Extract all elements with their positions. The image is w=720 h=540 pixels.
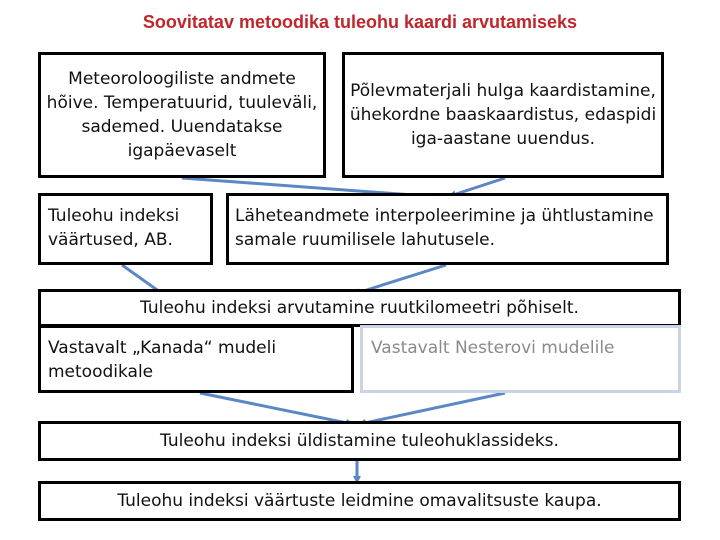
box-fuel-mapping-text: Põlevmaterjali hulga kaardistamine, ühekordne baaskaardistus, edaspidi iga-aastane uuendus. (349, 81, 657, 149)
box-index-calculation-text: Tuleohu indeksi arvutamine ruutkilomeetri põhiselt. (140, 298, 579, 318)
box-municipality-values (38, 481, 681, 521)
arrow-nesterov-to-generalization (360, 393, 505, 424)
box-index-generalization-text: Tuleohu indeksi üldistamine tuleohuklassideks. (160, 431, 559, 451)
box-interpolation (226, 193, 669, 265)
box-index-values (38, 193, 213, 265)
box-nesterov-model (360, 325, 681, 393)
arrow-canada-to-generalization (200, 393, 352, 424)
box-meteorological-data (38, 52, 326, 178)
box-interpolation-text: Läheteandmete interpoleerimine ja ühtlustamine samale ruumilisele lahutusele. (235, 206, 654, 250)
box-index-generalization (38, 421, 681, 461)
box-nesterov-model-text: Vastavalt Nesterovi mudelile (371, 338, 615, 358)
box-index-calculation (38, 289, 681, 327)
box-index-values-text: Tuleohu indeksi väärtused, AB. (48, 206, 180, 250)
diagram-title: Soovitatav metoodika tuleohu kaardi arvutamiseks (142, 12, 578, 32)
box-meteorological-data-text: Meteoroloogiliste andmete hõive. Temperatuurid, tuuleväli, sademed. Uuendatakse igapäevaselt (46, 69, 318, 161)
box-canada-model-text: Vastavalt „Kanada“ mudeli metoodikale (48, 338, 277, 382)
box-fuel-mapping (342, 52, 664, 178)
box-municipality-values-text: Tuleohu indeksi väärtuste leidmine omavalitsuste kaupa. (117, 491, 602, 511)
box-canada-model (38, 325, 354, 393)
